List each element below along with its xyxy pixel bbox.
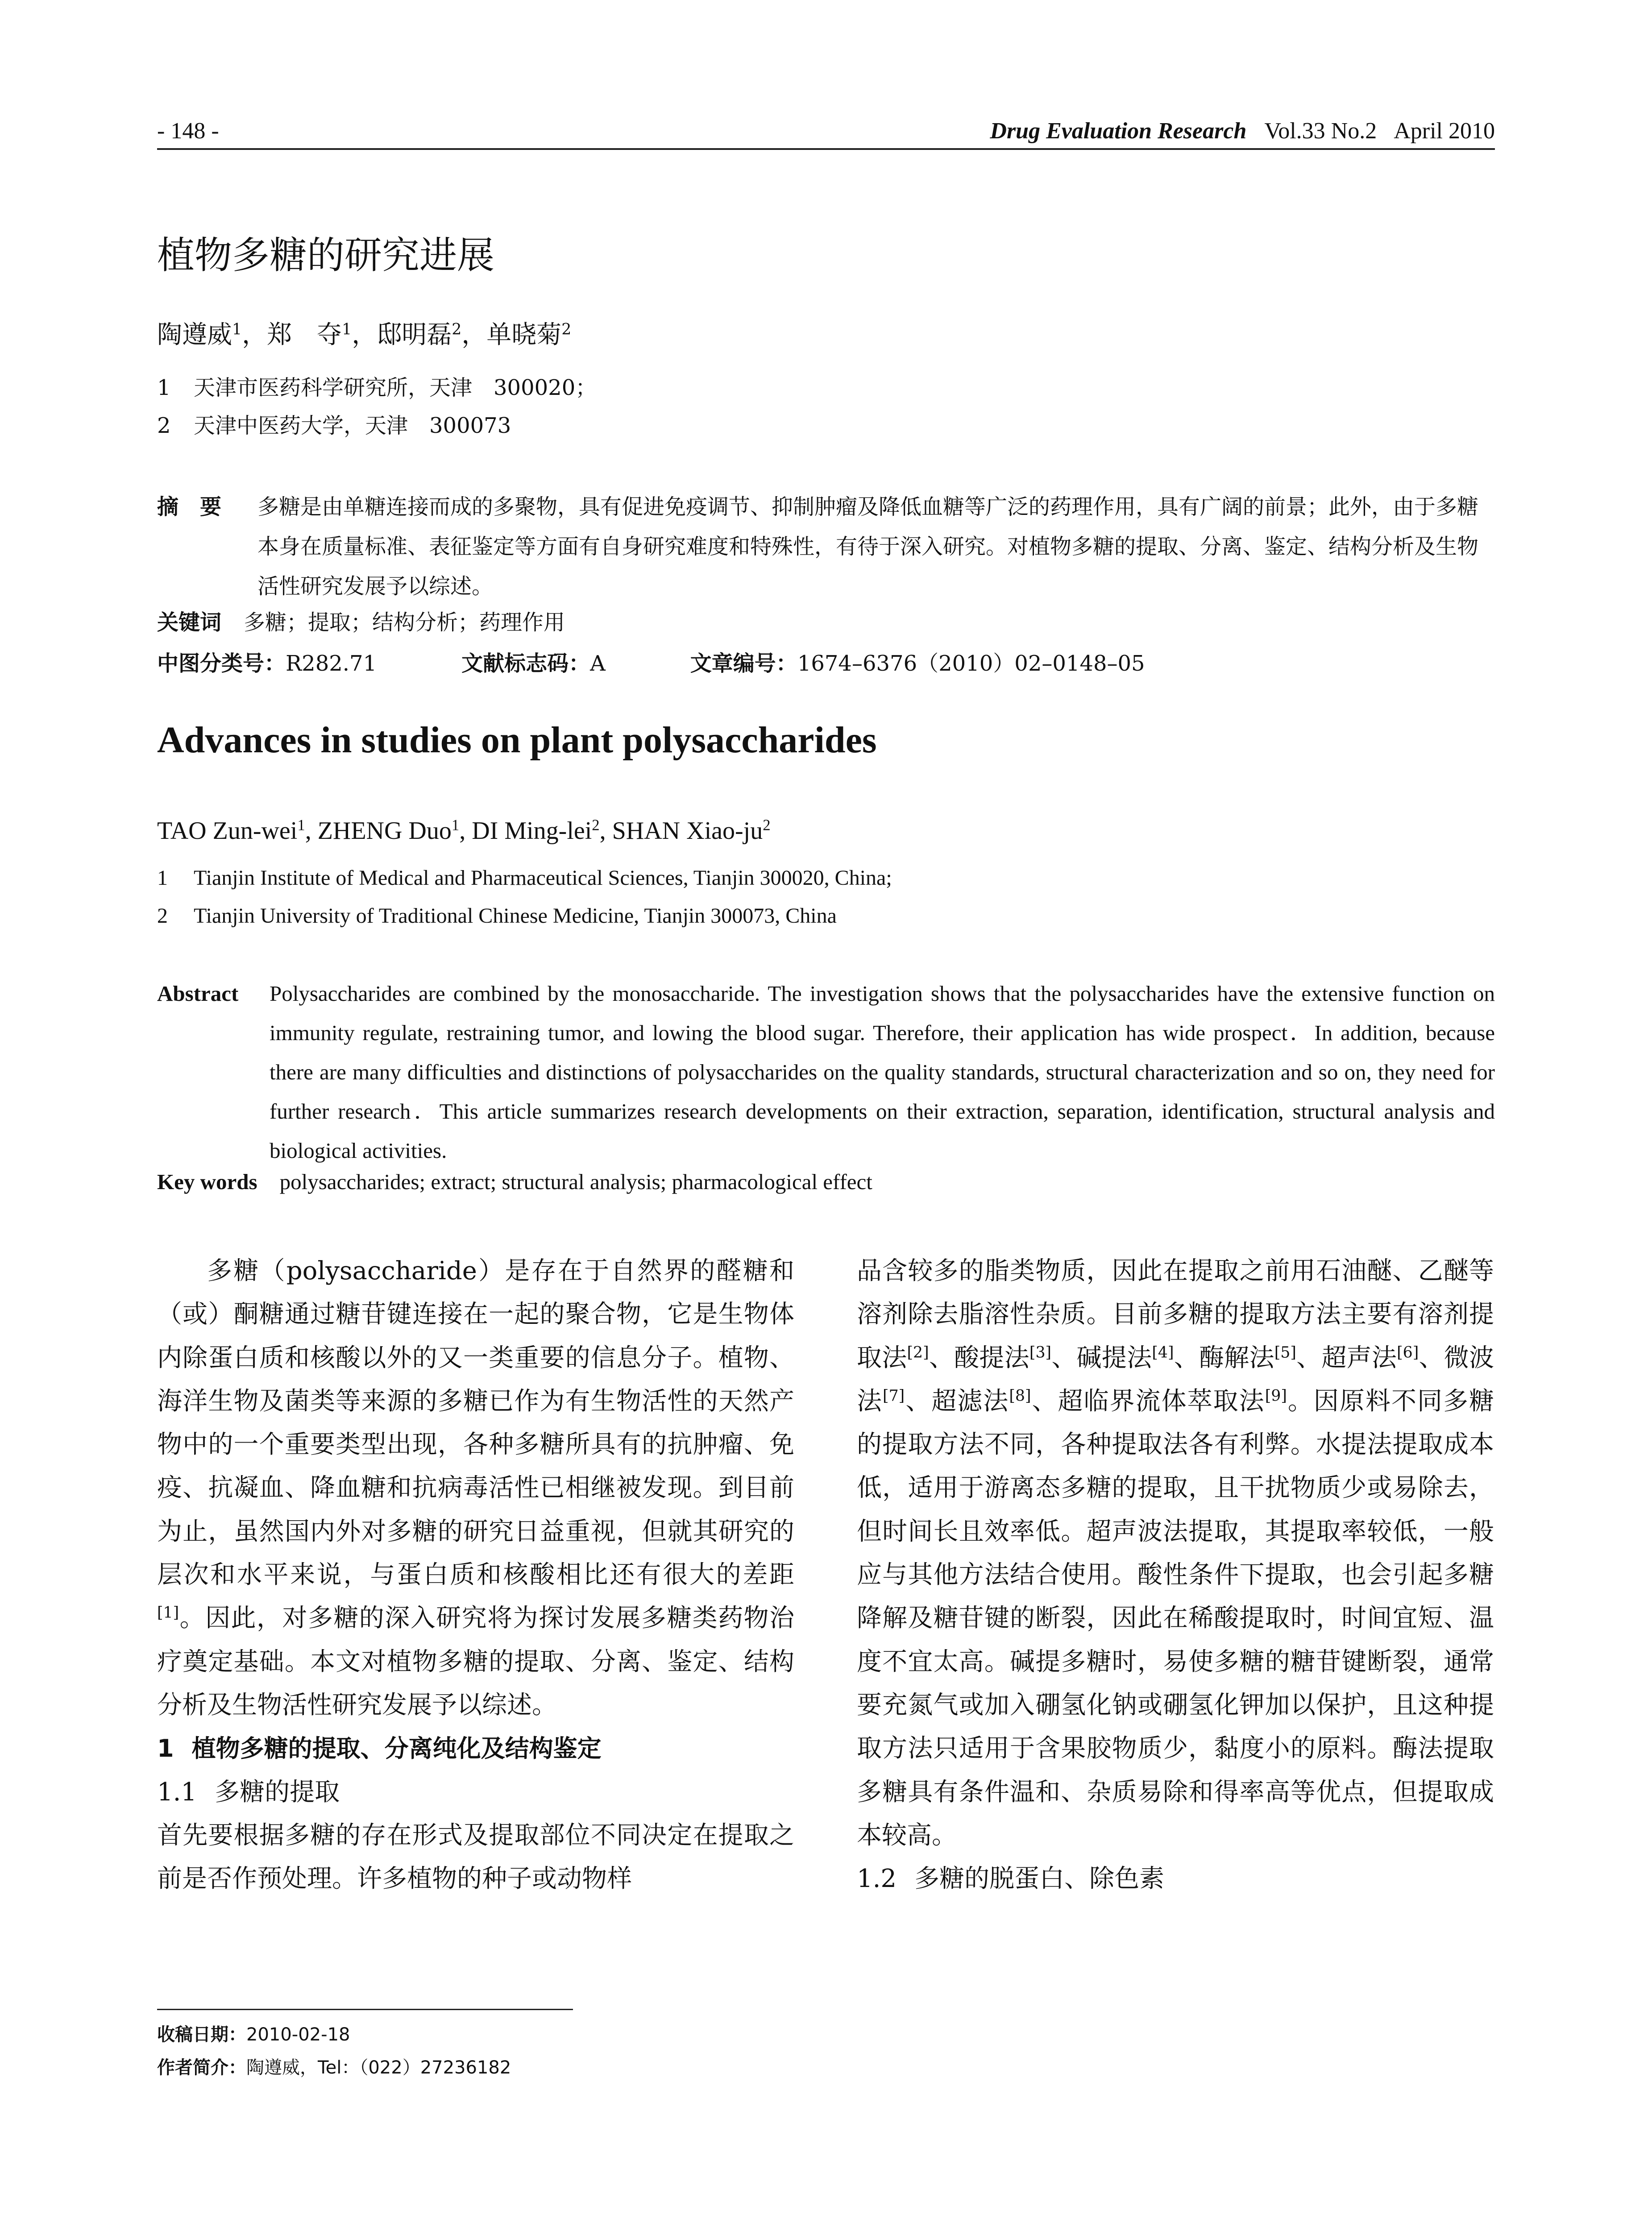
title-cn: 植物多糖的研究进展 (157, 233, 495, 277)
journal-date: April 2010 (1394, 118, 1495, 144)
intro-paragraph (157, 1249, 794, 1727)
author-info-value: 陶遵威，Tel：（022）27236182 (246, 2057, 511, 2078)
citation-ref: [2] (907, 1343, 929, 1361)
body-text: 品含较多的脂类物质，因此在提取之前用石油醚、乙醚等溶剂除去脂溶性杂质。目前多糖的提取方法主要有溶剂提取法 (857, 1256, 1494, 1373)
author-affiliation-mark: 2 (561, 320, 572, 339)
author-cn: 陶遵威 (157, 320, 232, 349)
keywords-cn (157, 605, 565, 636)
body-left-column (157, 1249, 794, 1900)
author-separator: ， (242, 320, 267, 349)
section-title: 植物多糖的提取、分离纯化及结构鉴定 (191, 1734, 602, 1763)
author-separator: , (459, 817, 472, 845)
body-text: 、碱提法 (1051, 1343, 1152, 1373)
journal-info (990, 118, 1495, 144)
article-no-label: 文章编号： (690, 651, 797, 676)
author-affiliation-mark: 1 (297, 816, 305, 834)
clc-value: R282.71 (286, 651, 377, 676)
author-separator: ， (352, 320, 377, 349)
body-text: 、超临界流体萃取法 (1031, 1386, 1265, 1416)
author-affiliation-mark: 2 (452, 320, 462, 339)
affiliation-text: Tianjin Institute of Medical and Pharmaceutical Sciences, Tianjin 300020, China; (194, 866, 892, 890)
affiliation-number: 1 (157, 375, 171, 400)
article-no-value: 1674–6376（2010）02–0148–05 (797, 651, 1145, 676)
body-text: 、超声法 (1296, 1343, 1397, 1373)
page-number: - 148 - (157, 118, 219, 144)
authors-cn (157, 315, 571, 351)
section-heading-1-1 (157, 1771, 794, 1814)
abstract-en (157, 974, 1495, 1170)
doc-code-value: A (590, 651, 606, 676)
intro-text: 多糖（polysaccharide）是存在于自然界的醛糖和（或）酮糖通过糖苷键连接在一起的聚合物，它是生物体内除蛋白质和核酸以外的又一类重要的信息分子。植物、海洋生物及菌类等来源的多糖已作为有生物活性的天然产物中的一个重要类型出现，各种多糖所具有的抗肿瘤、免疫、抗凝血、降血糖和抗病毒活性已相继被发现。到目前为止，虽然国内外对多糖的研究日益重视，但就其研究的层次和水平来说，与蛋白质和核酸相比还有很大的差距 (157, 1256, 794, 1590)
author-cn: 邸明磊 (377, 320, 452, 349)
abstract-cn (157, 487, 1496, 606)
received-value: 2010-02-18 (246, 2024, 350, 2045)
section-heading-1-2 (857, 1857, 1494, 1900)
affiliation-number: 1 (157, 866, 168, 890)
running-header (157, 117, 1495, 150)
affiliation-text: Tianjin University of Traditional Chinese Medicine, Tianjin 300073, China (194, 904, 837, 928)
citation-ref: [3] (1029, 1343, 1052, 1361)
section-number: 1.1 (157, 1777, 197, 1807)
affiliation-text: 天津中医药大学，天津 300073 (194, 413, 511, 438)
journal-name: Drug Evaluation Research (990, 118, 1247, 144)
author-affiliation-mark: 1 (451, 816, 460, 834)
affiliation-en (157, 904, 837, 928)
author-separator: , (305, 817, 318, 845)
abstract-cn-text: 多糖是由单糖连接而成的多聚物，具有促进免疫调节、抑制肿瘤及降低血糖等广泛的药理作用，具有广阔的前景；此外，由于多糖本身在质量标准、表征鉴定等方面有自身研究难度和特殊性，有待于深入研究。对植物多糖的提取、分离、鉴定、结构分析及生物活性研究发展予以综述。 (257, 494, 1479, 599)
clc-label: 中图分类号： (157, 651, 286, 676)
section-title: 多糖的提取 (215, 1777, 340, 1807)
keywords-en (157, 1169, 872, 1194)
author-en: DI Ming-lei (472, 817, 592, 845)
authors-en (157, 817, 771, 845)
footnote-received (157, 2020, 350, 2046)
citation-ref: [6] (1397, 1343, 1419, 1361)
affiliation-cn (157, 408, 511, 439)
author-separator: ， (461, 320, 487, 349)
doc-code-label: 文献标志码： (461, 651, 590, 676)
body-text: 、微波法 (857, 1343, 1494, 1416)
keywords-en-text: polysaccharides; extract; structural analysis; pharmacological effect (279, 1169, 872, 1194)
author-affiliation-mark: 1 (342, 320, 352, 339)
footnote-rule (157, 2009, 573, 2010)
abstract-en-text (270, 974, 1495, 1170)
body-text: 、酸提法 (929, 1343, 1029, 1373)
citation-ref: [7] (883, 1387, 905, 1405)
author-en: ZHENG Duo (317, 817, 452, 845)
author-cn: 单晓菊 (486, 320, 562, 349)
citation-ref: [1] (157, 1604, 179, 1622)
keywords-en-label: Key words (157, 1169, 257, 1194)
section-title: 多糖的脱蛋白、除色素 (914, 1864, 1165, 1894)
extraction-paragraph: 首先要根据多糖的存在形式及提取部位不同决定在提取之前是否作预处理。许多植物的种子或动物样 (157, 1820, 794, 1894)
citation-ref: [9] (1265, 1387, 1287, 1405)
abstract-cn-label: 摘 要 (157, 494, 222, 519)
affiliation-en (157, 866, 892, 890)
section-number: 1 (157, 1734, 174, 1763)
extraction-paragraph-cont (857, 1249, 1494, 1857)
classification-line (157, 646, 1145, 677)
affiliation-number: 2 (157, 413, 171, 438)
section-number: 1.2 (857, 1864, 897, 1894)
body-right-column (857, 1249, 1494, 1900)
affiliation-number: 2 (157, 904, 168, 928)
section-heading-1 (157, 1727, 794, 1770)
author-affiliation-mark: 2 (592, 816, 600, 834)
author-affiliation-mark: 2 (763, 816, 771, 834)
intro-text-cont: 。因此，对多糖的深入研究将为探讨发展多糖类药物治疗奠定基础。本文对植物多糖的提取、分离、鉴定、结构分析及生物活性研究发展予以综述。 (157, 1604, 794, 1720)
footnote-author (157, 2053, 511, 2079)
author-info-label: 作者简介： (157, 2057, 246, 2078)
abstract-en-body: Polysaccharides are combined by the monosaccharide. The investigation shows that the polysaccharides have the extensive function on immunity regulate, restraining tumor, and lowing the blood sugar. Therefore, their application has wide prospect．In addition, because there are many difficulties and distinctions of polysaccharides on the quality standards, structural characterization and so on, they need for further research．This article summarizes research developments on their extraction, separation, identification, structural analysis and biological activities. (270, 981, 1495, 1163)
keywords-cn-label: 关键词 (157, 610, 222, 635)
author-en: SHAN Xiao-ju (612, 817, 763, 845)
author-affiliation-mark: 1 (232, 320, 242, 339)
body-text: 。因原料不同多糖的提取方法不同，各种提取法各有利弊。水提法提取成本低，适用于游离态多糖的提取，且干扰物质少或易除去，但时间长且效率低。超声波法提取，其提取率较低，一般应与其他方法结合使用。酸性条件下提取，也会引起多糖降解及糖苷键的断裂，因此在稀酸提取时，时间宜短、温度不宜太高。碱提多糖时，易使多糖的糖苷键断裂，通常要充氮气或加入硼氢化钠或硼氢化钾加以保护，且这种提取方法只适用于含果胶物质少，黏度小的原料。酶法提取多糖具有条件温和、杂质易除和得率高等优点，但提取成本较高。 (857, 1386, 1494, 1850)
body-text: 、超滤法 (905, 1386, 1009, 1416)
author-cn: 郑 夺 (267, 320, 342, 349)
body-text: 、酶解法 (1174, 1343, 1274, 1373)
citation-ref: [5] (1274, 1343, 1296, 1361)
citation-ref: [8] (1009, 1387, 1031, 1405)
abstract-en-label: Abstract (157, 981, 239, 1006)
journal-volume: Vol.33 No.2 (1264, 118, 1377, 144)
affiliation-text: 天津市医药科学研究所，天津 300020； (194, 375, 597, 400)
title-en: Advances in studies on plant polysaccharides (157, 719, 877, 761)
author-en: TAO Zun-wei (157, 817, 298, 845)
citation-ref: [4] (1152, 1343, 1174, 1361)
keywords-cn-text: 多糖；提取；结构分析；药理作用 (244, 610, 565, 635)
affiliation-cn (157, 370, 597, 401)
author-separator: , (599, 817, 612, 845)
received-label: 收稿日期： (157, 2024, 246, 2045)
